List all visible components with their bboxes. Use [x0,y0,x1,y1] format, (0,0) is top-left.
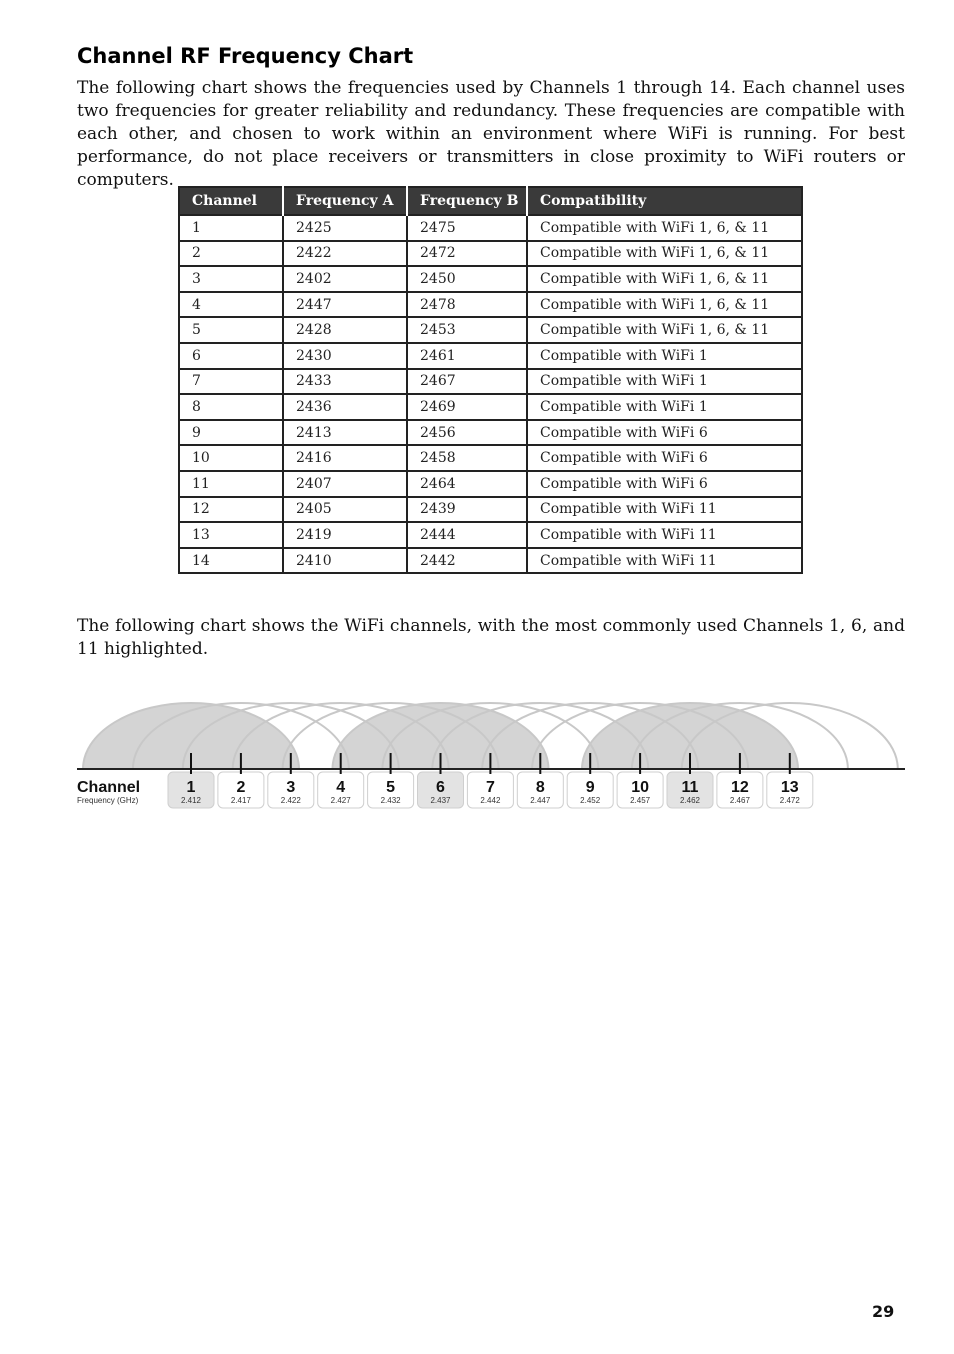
cell-frequency-b: 2456 [407,420,527,446]
channel-number: 11 [681,779,699,796]
cell-compatibility: Compatible with WiFi 11 [527,497,802,523]
channel-frequency: 2.472 [779,796,800,805]
cell-channel: 4 [179,292,283,318]
cell-frequency-b: 2464 [407,471,527,497]
cell-channel: 5 [179,317,283,343]
channel-frequency: 2.467 [729,796,750,805]
channel-frequency: 2.447 [530,796,551,805]
page-number: 29 [872,1302,895,1321]
cell-frequency-a: 2405 [283,497,407,523]
cell-compatibility: Compatible with WiFi 11 [527,522,802,548]
cell-channel: 12 [179,497,283,523]
intro-paragraph: The following chart shows the frequencies used by Channels 1 through 14. Each channel uses two frequencies for greater reliability and redundancy. These frequencies are compatible with each other, and chosen to work within an environment where WiFi is running. For best performance, do not place receivers or transmitters in close proximity to WiFi routers or computers. [77,78,905,190]
channel-frequency: 2.417 [230,796,251,805]
cell-frequency-b: 2461 [407,343,527,369]
cell-frequency-a: 2425 [283,215,407,241]
cell-frequency-b: 2467 [407,369,527,395]
cell-compatibility: Compatible with WiFi 1, 6, & 11 [527,215,802,241]
channel-frequency: 2.442 [480,796,501,805]
channel-number: 8 [535,779,545,796]
header-compatibility: Compatibility [527,187,802,215]
cell-frequency-a: 2402 [283,266,407,292]
cell-compatibility: Compatible with WiFi 1, 6, & 11 [527,241,802,267]
cell-channel: 1 [179,215,283,241]
cell-frequency-a: 2419 [283,522,407,548]
cell-channel: 11 [179,471,283,497]
cell-frequency-a: 2428 [283,317,407,343]
cell-frequency-a: 2430 [283,343,407,369]
channel-number: 7 [485,779,495,796]
channel-frequency: 2.462 [679,796,701,805]
cell-frequency-a: 2447 [283,292,407,318]
cell-compatibility: Compatible with WiFi 6 [527,471,802,497]
channel-number: 12 [731,779,749,796]
header-channel: Channel [179,187,283,215]
cell-compatibility: Compatible with WiFi 1 [527,369,802,395]
cell-frequency-b: 2475 [407,215,527,241]
frequency-axis-label: Frequency (GHz) [77,796,139,805]
cell-compatibility: Compatible with WiFi 1, 6, & 11 [527,266,802,292]
cell-frequency-b: 2472 [407,241,527,267]
channel-frequency: 2.422 [280,796,301,805]
cell-frequency-a: 2422 [283,241,407,267]
header-frequency-a: Frequency A [283,187,407,215]
cell-frequency-b: 2469 [407,394,527,420]
cell-frequency-b: 2450 [407,266,527,292]
cell-frequency-a: 2410 [283,548,407,574]
cell-frequency-b: 2439 [407,497,527,523]
channel-number: 6 [436,779,445,796]
wifi-paragraph: The following chart shows the WiFi channels, with the most commonly used Channels 1, 6, and 11 highlighted. [77,616,905,659]
cell-frequency-b: 2458 [407,445,527,471]
cell-compatibility: Compatible with WiFi 11 [527,548,802,574]
cell-frequency-b: 2442 [407,548,527,574]
channel-frequency: 2.457 [630,796,651,805]
channel-number: 9 [585,779,595,796]
cell-compatibility: Compatible with WiFi 6 [527,420,802,446]
cell-frequency-a: 2436 [283,394,407,420]
cell-frequency-b: 2453 [407,317,527,343]
cell-channel: 10 [179,445,283,471]
cell-frequency-b: 2478 [407,292,527,318]
cell-compatibility: Compatible with WiFi 6 [527,445,802,471]
cell-channel: 13 [179,522,283,548]
cell-channel: 2 [179,241,283,267]
channel-number: 3 [286,779,296,796]
channel-frequency: 2.437 [430,796,451,805]
cell-frequency-b: 2444 [407,522,527,548]
channel-number: 4 [336,779,346,796]
cell-compatibility: Compatible with WiFi 1 [527,343,802,369]
cell-compatibility: Compatible with WiFi 1, 6, & 11 [527,292,802,318]
cell-channel: 8 [179,394,283,420]
channel-axis-label: Channel [77,779,141,796]
cell-channel: 6 [179,343,283,369]
channel-number: 5 [386,779,396,796]
channel-frequency: 2.432 [380,796,401,805]
cell-compatibility: Compatible with WiFi 1 [527,394,802,420]
cell-frequency-a: 2416 [283,445,407,471]
cell-frequency-a: 2433 [283,369,407,395]
channel-number: 1 [186,779,196,796]
cell-channel: 14 [179,548,283,574]
cell-frequency-a: 2413 [283,420,407,446]
cell-frequency-a: 2407 [283,471,407,497]
channel-frequency: 2.427 [330,796,351,805]
page-title: Channel RF Frequency Chart [77,44,414,68]
channel-frequency: 2.452 [580,796,601,805]
header-frequency-b: Frequency B [407,187,527,215]
channel-number: 2 [236,779,246,796]
cell-compatibility: Compatible with WiFi 1, 6, & 11 [527,317,802,343]
cell-channel: 9 [179,420,283,446]
cell-channel: 7 [179,369,283,395]
channel-number: 13 [780,779,799,796]
cell-channel: 3 [179,266,283,292]
channel-number: 10 [631,779,649,796]
channel-frequency: 2.412 [180,796,202,805]
